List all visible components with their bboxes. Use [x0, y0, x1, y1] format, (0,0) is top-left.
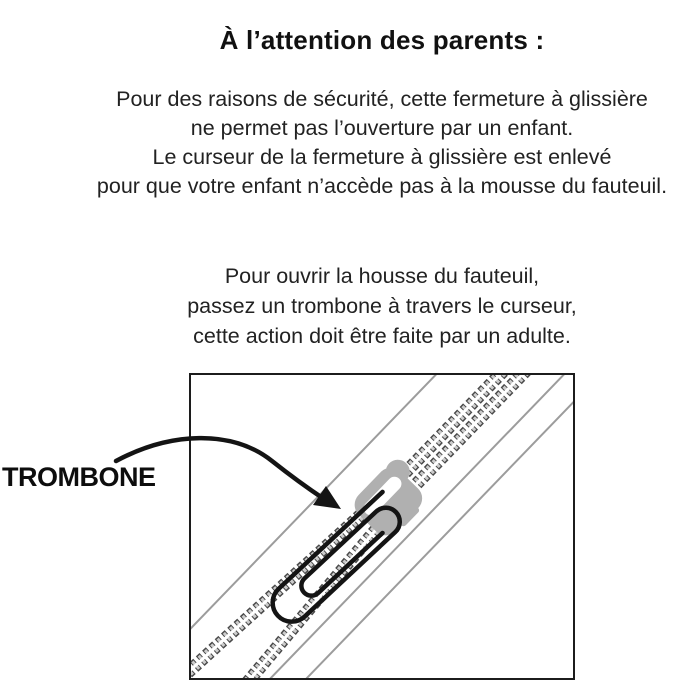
safety-line: pour que votre enfant n’accède pas à la mousse du fauteuil.	[96, 174, 668, 198]
instruction-line: passez un trombone à travers le curseur,	[187, 294, 577, 318]
safety-paragraph	[64, 85, 700, 201]
zipper-diagram-frame	[189, 373, 575, 680]
page-title: À l’attention des parents :	[219, 25, 545, 55]
safety-line: ne permet pas l’ouverture par un enfant.	[190, 116, 574, 140]
instruction-paragraph	[64, 261, 700, 351]
zipper-illustration	[191, 375, 573, 678]
instruction-line: Pour ouvrir la housse du fauteuil,	[224, 264, 540, 288]
instruction-line: cette action doit être faite par un adulte.	[193, 324, 571, 348]
notice-content	[64, 0, 700, 351]
safety-line: Le curseur de la fermeture à glissière est enlevé	[152, 145, 612, 169]
trombone-label: TROMBONE	[2, 462, 156, 492]
zipper-icon	[191, 375, 573, 678]
safety-line: Pour des raisons de sécurité, cette fermeture à glissière	[116, 87, 648, 111]
zipper-slider-icon	[349, 455, 437, 544]
